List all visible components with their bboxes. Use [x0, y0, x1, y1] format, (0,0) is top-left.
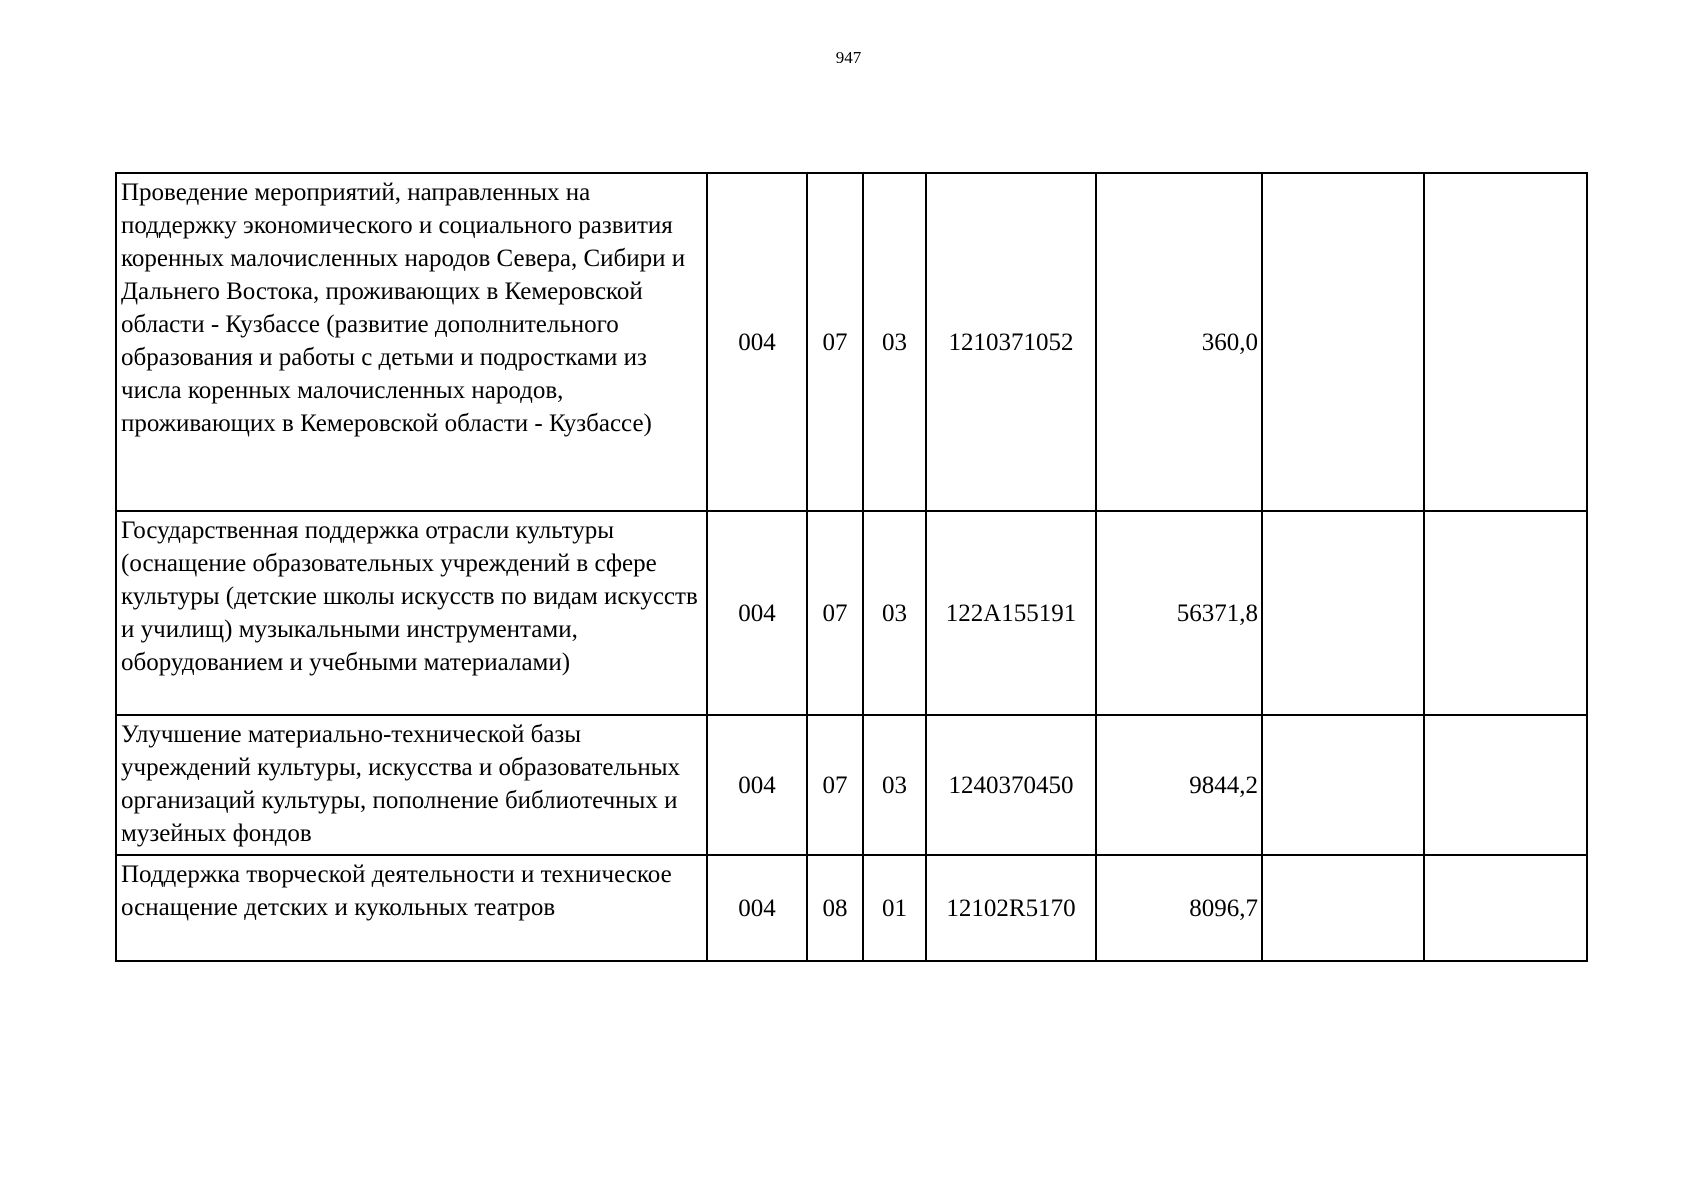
- subsection-code-cell: 03: [863, 511, 926, 715]
- target-article-cell: 1240370450: [926, 715, 1096, 855]
- empty-cell-7: [1262, 855, 1424, 961]
- ministry-code-cell: 004: [707, 715, 807, 855]
- target-article-cell: 12102R5170: [926, 855, 1096, 961]
- row-description: Государственная поддержка отрасли культуры (оснащение образовательных учреждений в сфере культуры (детские школы искусств по видам искусств и училищ) музыкальными инструментами, оборудованием и учебными материалами): [116, 511, 707, 715]
- budget-table: [115, 172, 1588, 962]
- empty-cell-8: [1424, 715, 1587, 855]
- section-code-cell: 07: [807, 173, 863, 511]
- empty-cell-8: [1424, 855, 1587, 961]
- subsection-code-cell: 01: [863, 855, 926, 961]
- target-article-cell: 1210371052: [926, 173, 1096, 511]
- table-row: [116, 715, 1587, 855]
- section-code-cell: 07: [807, 715, 863, 855]
- empty-cell-8: [1424, 173, 1587, 511]
- ministry-code-cell: 004: [707, 855, 807, 961]
- amount-cell: 9844,2: [1096, 715, 1262, 855]
- ministry-code-cell: 004: [707, 511, 807, 715]
- amount-cell: 360,0: [1096, 173, 1262, 511]
- page-number: 947: [835, 48, 862, 67]
- row-description: Поддержка творческой деятельности и техническое оснащение детских и кукольных театров: [116, 855, 707, 961]
- section-code-cell: 07: [807, 511, 863, 715]
- row-description: Проведение мероприятий, направленных на поддержку экономического и социального развития коренных малочисленных народов Севера, Сибири и Дальнего Востока, проживающих в Кемеровской области - Кузбассе (развитие дополнительного образования и работы с детьми и подростками из числа коренных малочисленных народов, проживающих в Кемеровской области - Кузбассе): [116, 173, 707, 511]
- target-article-cell: 122A155191: [926, 511, 1096, 715]
- table-row: [116, 173, 1587, 511]
- amount-cell: 8096,7: [1096, 855, 1262, 961]
- amount-cell: 56371,8: [1096, 511, 1262, 715]
- empty-cell-7: [1262, 715, 1424, 855]
- table-row: [116, 511, 1587, 715]
- section-code-cell: 08: [807, 855, 863, 961]
- table-row: [116, 855, 1587, 961]
- empty-cell-7: [1262, 511, 1424, 715]
- empty-cell-8: [1424, 511, 1587, 715]
- empty-cell-7: [1262, 173, 1424, 511]
- subsection-code-cell: 03: [863, 173, 926, 511]
- ministry-code-cell: 004: [707, 173, 807, 511]
- subsection-code-cell: 03: [863, 715, 926, 855]
- row-description: Улучшение материально-технической базы учреждений культуры, искусства и образовательных организаций культуры, пополнение библиотечных и музейных фондов: [116, 715, 707, 855]
